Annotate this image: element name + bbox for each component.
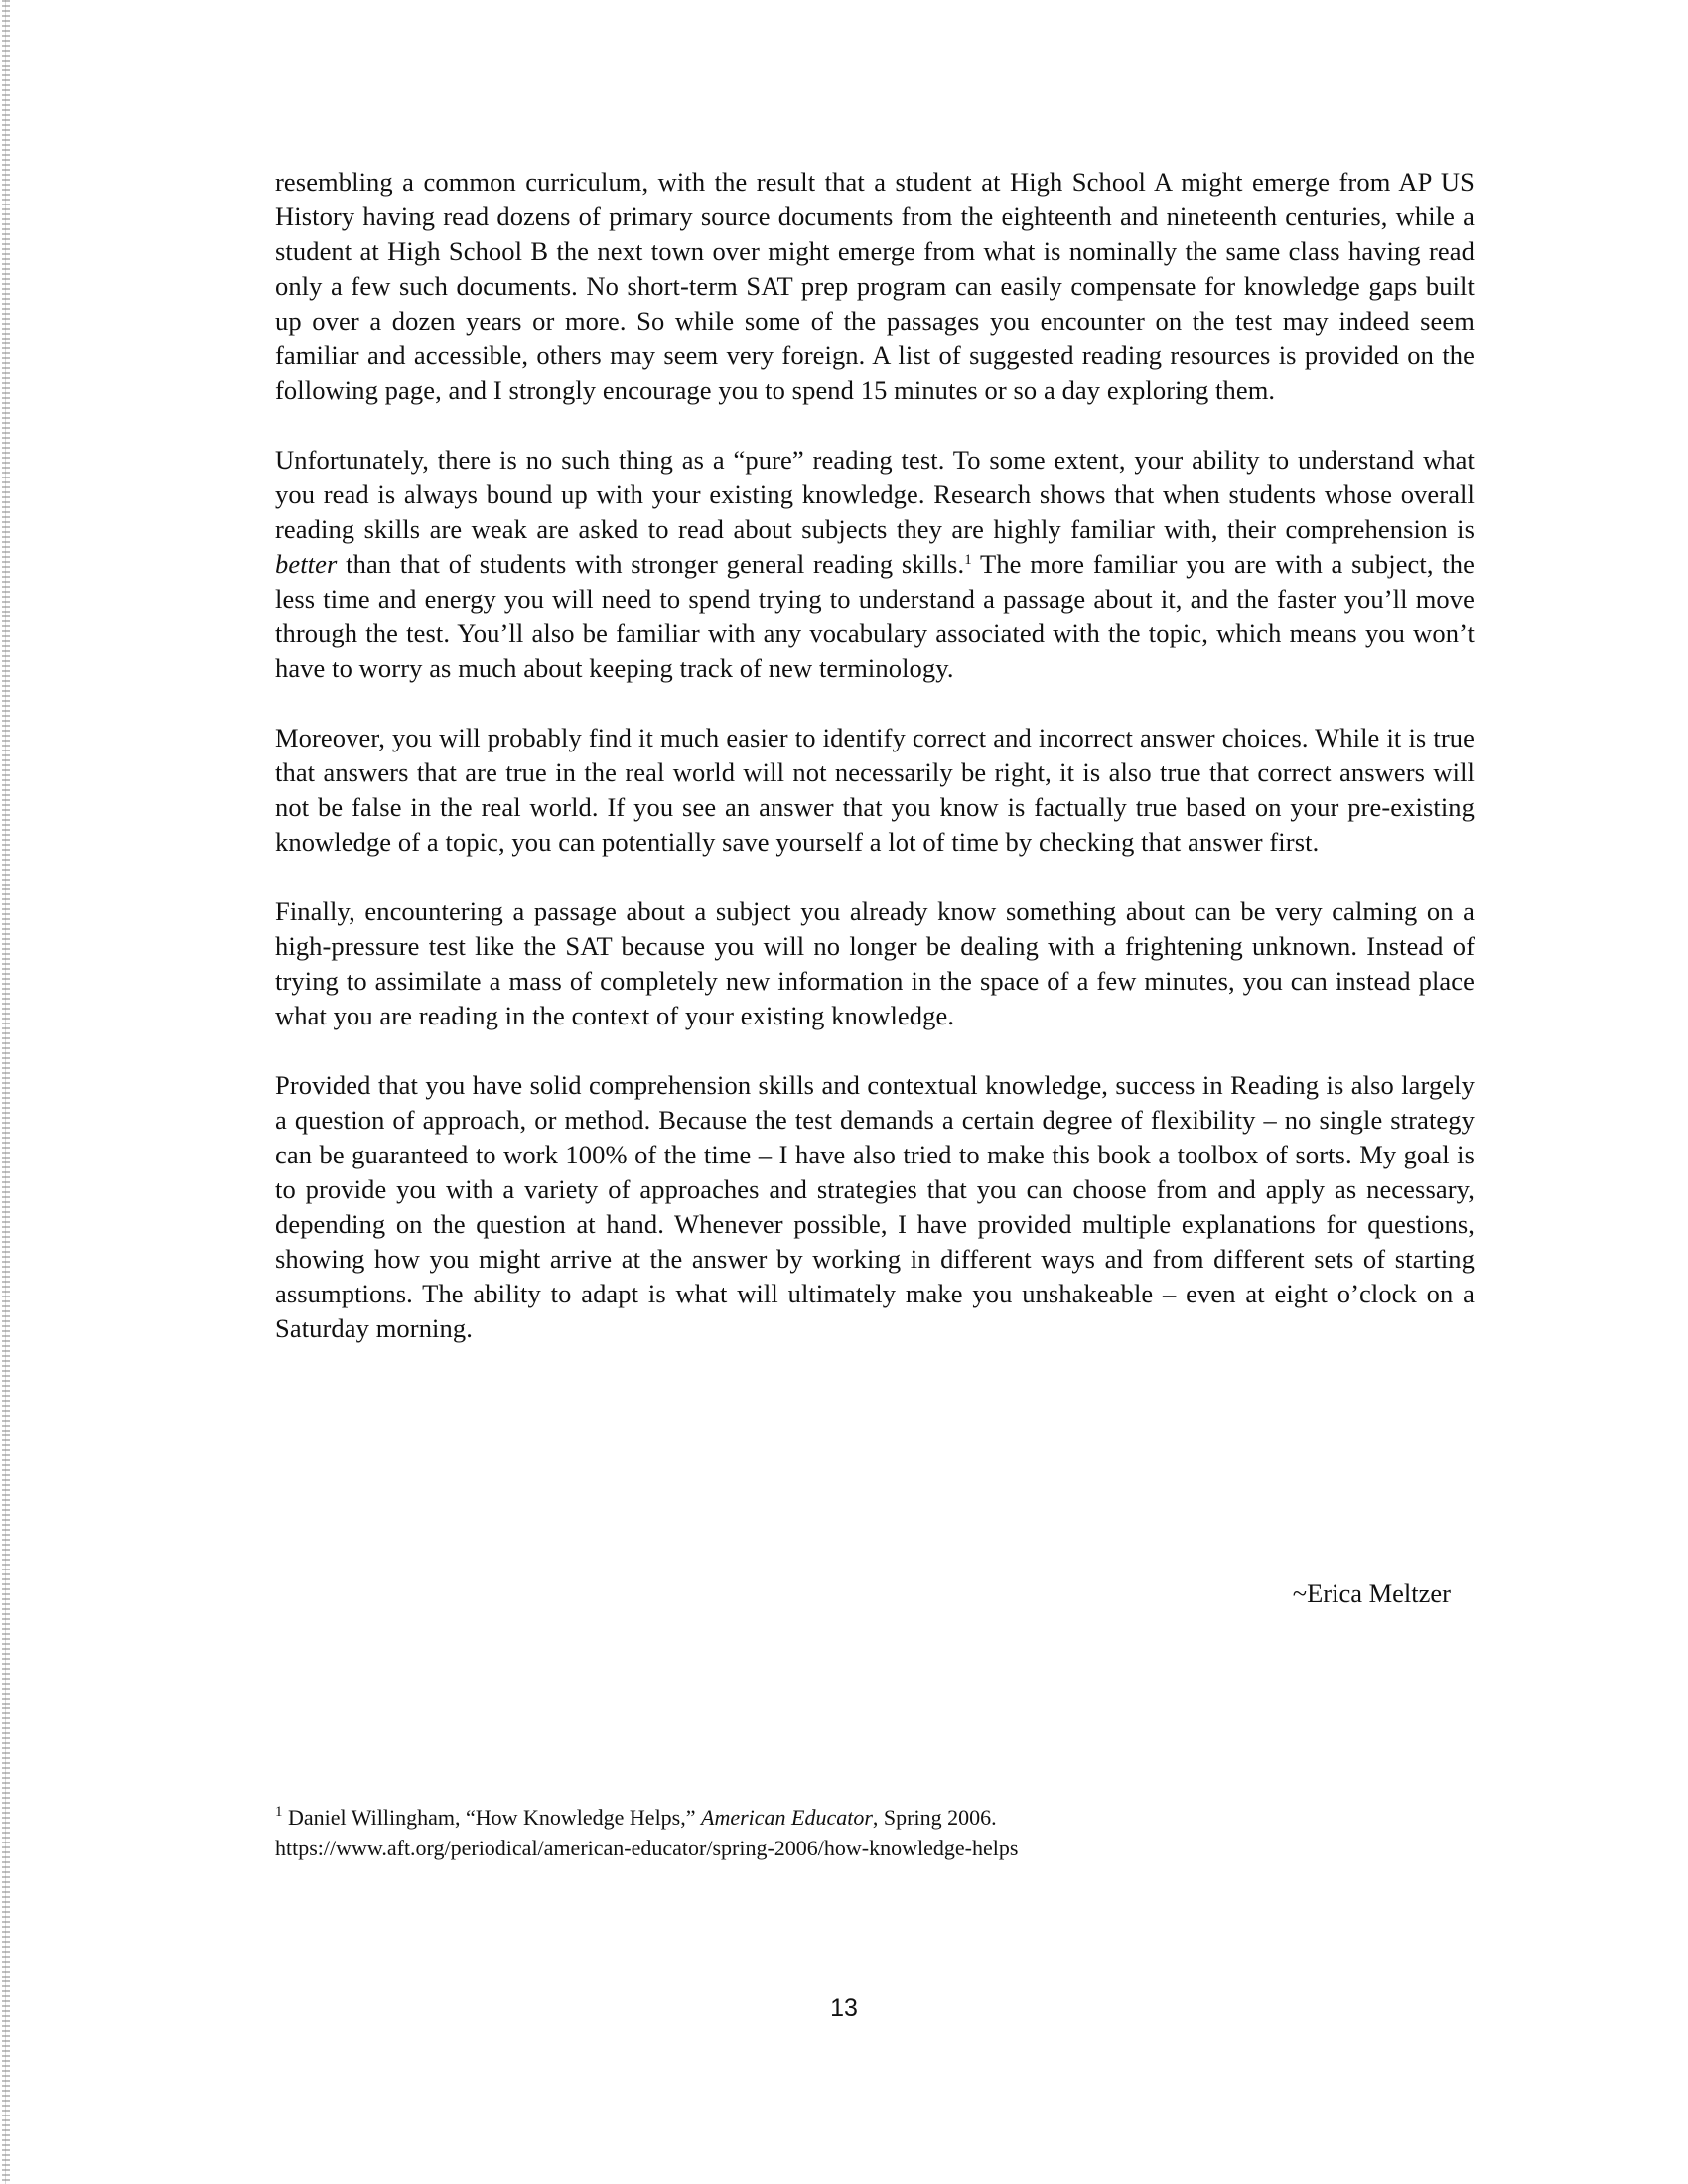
footnote-citation bbox=[275, 1805, 997, 1830]
footnote-marker: 1 bbox=[275, 1804, 283, 1820]
scanner-edge-artifact bbox=[2, 0, 10, 2184]
paragraph-5: Provided that you have solid comprehension skills and contextual knowledge, success in Reading is also largely a question of approach, or method. Because the test demands a certain degree of flexibility – no single strategy can be guaranteed to work 100% of the time – I have also tried to make this book a toolbox of sorts. My goal is to provide you with a variety of approaches and strategies that you can choose from and apply as necessary, depending on the question at hand. Whenever possible, I have provided multiple explanations for questions, showing how you might arrive at the answer by working in different ways and from different sets of starting assumptions. The ability to adapt is what will ultimately make you unshakeable – even at eight o’clock on a Saturday morning. bbox=[275, 1070, 1475, 1343]
footnote-url-link[interactable]: https://www.aft.org/periodical/american-educator/spring-2006/how-knowledge-helps bbox=[275, 1836, 1019, 1860]
paragraph-1: resembling a common curriculum, with the result that a student at High School A might emerge from AP US History having read dozens of primary source documents from the eighteenth and nineteenth centuries, while a student at High School B the next town over might emerge from what is nominally the same class having read only a few such documents. No short-term SAT prep program can easily compensate for knowledge gaps built up over a dozen years or more. So while some of the passages you encounter on the test may indeed seem familiar and accessible, others may seem very foreign. A list of suggested reading resources is provided on the following page, and I strongly encourage you to spend 15 minutes or so a day exploring them. bbox=[275, 167, 1475, 405]
emphasis-better: better bbox=[275, 549, 338, 579]
page-number: 13 bbox=[830, 1994, 858, 2022]
footnote bbox=[275, 1802, 1467, 1863]
paragraph-2 bbox=[275, 443, 1475, 686]
paragraph-2-text-a: Unfortunately, there is no such thing as a “pure” reading test. To some extent, your ability to understand what you read is always bound up with your existing knowledge. Research shows that when students whose overall reading skills are weak are asked to read about subjects they are highly familiar with, their comprehension is bbox=[275, 445, 1475, 544]
footnote-author-title: Daniel Willingham, “How Knowledge Helps,” bbox=[282, 1805, 702, 1830]
paragraph-2-text-b: than that of students with stronger general reading skills. bbox=[337, 549, 965, 579]
footnote-reference[interactable]: 1 bbox=[964, 552, 972, 568]
body-text bbox=[275, 165, 1475, 1381]
paragraph-3: Moreover, you will probably find it much easier to identify correct and incorrect answer choices. While it is true that answers that are true in the real world will not necessarily be right, it is also true that correct answers will not be false in the real world. If you see an answer that you know is factually true based on your pre-existing knowledge of a topic, you can potentially save yourself a lot of time by checking that answer first. bbox=[275, 723, 1475, 857]
footnote-publication: American Educator bbox=[701, 1805, 873, 1830]
paragraph-4: Finally, encountering a passage about a subject you already know something about can be very calming on a high-pressure test like the SAT because you will no longer be dealing with a frightening unknown. Instead of trying to assimilate a mass of completely new information in the space of a few minutes, you can instead place what you are reading in the context of your existing knowledge. bbox=[275, 896, 1475, 1030]
author-signature: ~Erica Meltzer bbox=[1292, 1578, 1451, 1608]
footnote-date: , Spring 2006. bbox=[872, 1805, 997, 1830]
paragraph-2-text-c: The more familiar you are with a subject, the less time and energy you will need to spend trying to understand a passage about it, and the faster you’ll move through the test. You’ll also be familiar with any vocabulary associated with the topic, which means you won’t have to worry as much about keeping track of new terminology. bbox=[275, 549, 1475, 683]
